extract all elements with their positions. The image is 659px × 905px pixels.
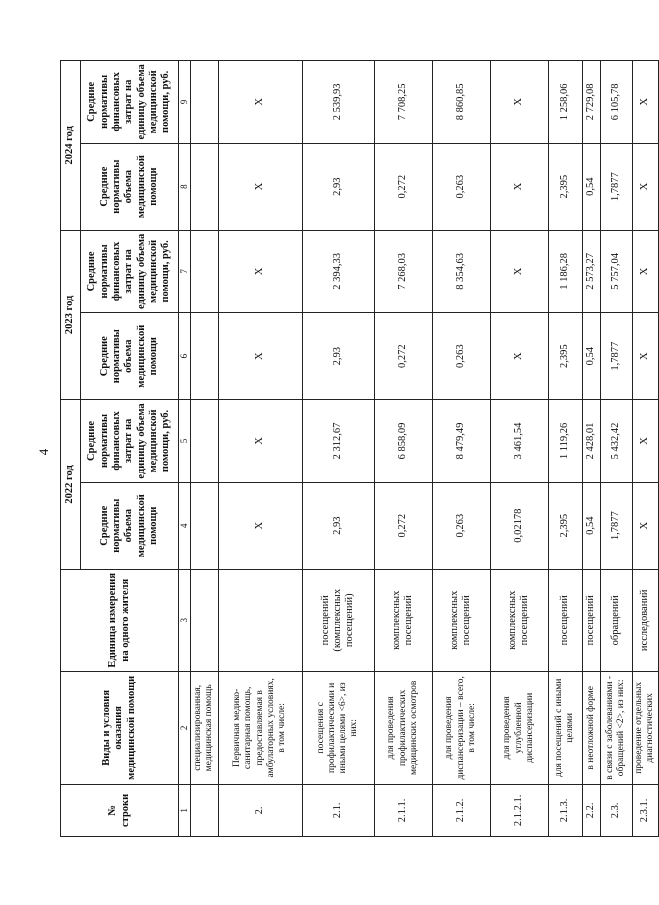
header-year-2024: 2024 год (61, 61, 81, 231)
volume-2024: 0,272 (374, 143, 432, 230)
header-care-type: Виды и условия оказания медицинской помощи (61, 671, 179, 784)
volume-2024: 0,263 (432, 143, 490, 230)
column-number: 4 (179, 482, 191, 569)
row-number: 2.1. (302, 784, 374, 836)
rotated-table-area (60, 60, 656, 837)
unit: посещений (582, 569, 600, 671)
unit: комплексных посещений (490, 569, 548, 671)
row-number: 2.1.2.1. (490, 784, 548, 836)
header-year-2022: 2022 год (61, 400, 81, 570)
column-number: 6 (179, 313, 191, 400)
unit: комплексных посещений (432, 569, 490, 671)
care-type: в связи с заболеваниями - обращений <2>, из них: (600, 671, 632, 784)
cost-2022: 2 312,67 (302, 400, 374, 483)
table-row (582, 61, 600, 837)
header-unit: Единица измерения на одного жителя (61, 569, 179, 671)
volume-2022 (190, 482, 218, 569)
row-number: 2.3.1. (632, 784, 658, 836)
cost-2023: 7 268,03 (374, 230, 432, 313)
volume-2024: 1,7877 (600, 143, 632, 230)
table-row (190, 61, 218, 837)
cost-2022 (190, 400, 218, 483)
page-number: 4 (36, 448, 51, 456)
column-number: 7 (179, 230, 191, 313)
care-type: для проведения профилактических медицинских осмотров (374, 671, 432, 784)
table-row (432, 61, 490, 837)
header-volume-2022: Средние нормативы объема медицинской помощи (81, 482, 179, 569)
volume-2022: 2,395 (548, 482, 582, 569)
volume-2023: 2,395 (548, 313, 582, 400)
row-number: 2.1.2. (432, 784, 490, 836)
table-row (218, 61, 302, 837)
volume-2024 (190, 143, 218, 230)
table-row (374, 61, 432, 837)
volume-2023: 0,54 (582, 313, 600, 400)
cost-2023: 8 354,63 (432, 230, 490, 313)
care-type: специализированная, медицинская помощь (190, 671, 218, 784)
cost-2023: X (490, 230, 548, 313)
volume-2024: X (632, 143, 658, 230)
volume-2023: 1,7877 (600, 313, 632, 400)
volume-2023: X (218, 313, 302, 400)
header-cost-2022: Средние нормативы финансовых затрат на единицу объема медицинской помощи, руб. (81, 400, 179, 483)
volume-2024: X (218, 143, 302, 230)
row-number (190, 784, 218, 836)
cost-2022: X (218, 400, 302, 483)
table-row (600, 61, 632, 837)
table-row (302, 61, 374, 837)
cost-2024: X (490, 61, 548, 144)
cost-2023: 2 573,27 (582, 230, 600, 313)
cost-2024: 7 708,25 (374, 61, 432, 144)
header-row-number: № строки (61, 784, 179, 836)
row-number: 2. (218, 784, 302, 836)
cost-2022: 3 461,54 (490, 400, 548, 483)
column-number: 9 (179, 61, 191, 144)
cost-2023: 1 186,28 (548, 230, 582, 313)
cost-2024: 1 258,06 (548, 61, 582, 144)
cost-2024 (190, 61, 218, 144)
column-number-row (179, 61, 191, 837)
volume-2024: 0,54 (582, 143, 600, 230)
cost-2024: 8 860,85 (432, 61, 490, 144)
cost-2023 (190, 230, 218, 313)
volume-2022: X (632, 482, 658, 569)
care-type: Первичная медико-санитарная помощь, предоставляемая в амбулаторных условиях, в том числе: (218, 671, 302, 784)
cost-2022: 1 119,26 (548, 400, 582, 483)
volume-2022: 0,02178 (490, 482, 548, 569)
table-row (490, 61, 548, 837)
cost-2024: 2 539,93 (302, 61, 374, 144)
unit (190, 569, 218, 671)
cost-2024: X (632, 61, 658, 144)
volume-2023: 0,263 (432, 313, 490, 400)
cost-2023: X (632, 230, 658, 313)
column-number: 5 (179, 400, 191, 483)
volume-2022: 0,54 (582, 482, 600, 569)
care-type: в неотложной форме (582, 671, 600, 784)
column-number: 3 (179, 569, 191, 671)
unit: обращений (600, 569, 632, 671)
cost-2023: 5 757,04 (600, 230, 632, 313)
cost-2022: 6 858,09 (374, 400, 432, 483)
header-cost-2024: Средние нормативы финансовых затрат на единицу объема медицинской помощи, руб. (81, 61, 179, 144)
row-number: 2.2. (582, 784, 600, 836)
unit: посещений (548, 569, 582, 671)
header-year-2023: 2023 год (61, 230, 81, 400)
volume-2022: 0,272 (374, 482, 432, 569)
unit (218, 569, 302, 671)
volume-2022: 1,7877 (600, 482, 632, 569)
care-type: проведение отдельных диагностических (632, 671, 658, 784)
row-number: 2.1.1. (374, 784, 432, 836)
column-number: 2 (179, 671, 191, 784)
unit: посещений (комплексных посещений) (302, 569, 374, 671)
volume-2023: X (490, 313, 548, 400)
care-type: для проведения углубленной диспансеризации (490, 671, 548, 784)
cost-2022: 8 479,49 (432, 400, 490, 483)
care-type: посещения с профилактическими и иными целями <6>, из них: (302, 671, 374, 784)
volume-2024: X (490, 143, 548, 230)
header-volume-2024: Средние нормативы объема медицинской помощи (81, 143, 179, 230)
cost-2022: 2 428,01 (582, 400, 600, 483)
volume-2022: 2,93 (302, 482, 374, 569)
cost-2024: 6 105,78 (600, 61, 632, 144)
table-row (548, 61, 582, 837)
care-type: для посещений с иными целями (548, 671, 582, 784)
volume-2023 (190, 313, 218, 400)
volume-2022: 0,263 (432, 482, 490, 569)
volume-2024: 2,93 (302, 143, 374, 230)
column-number: 8 (179, 143, 191, 230)
unit: комплексных посещений (374, 569, 432, 671)
header-cost-2023: Средние нормативы финансовых затрат на единицу объема медицинской помощи, руб. (81, 230, 179, 313)
cost-2023: 2 394,33 (302, 230, 374, 313)
care-type: для проведения диспансеризации – всего, в том числе: (432, 671, 490, 784)
volume-2022: X (218, 482, 302, 569)
norms-table (60, 60, 659, 837)
volume-2024: 2,395 (548, 143, 582, 230)
header-volume-2023: Средние нормативы объема медицинской помощи (81, 313, 179, 400)
row-number: 2.1.3. (548, 784, 582, 836)
volume-2023: 0,272 (374, 313, 432, 400)
cost-2023: X (218, 230, 302, 313)
volume-2023: X (632, 313, 658, 400)
cost-2024: X (218, 61, 302, 144)
column-number: 1 (179, 784, 191, 836)
cost-2022: 5 432,42 (600, 400, 632, 483)
row-number: 2.3. (600, 784, 632, 836)
cost-2024: 2 729,08 (582, 61, 600, 144)
volume-2023: 2,93 (302, 313, 374, 400)
unit: исследований (632, 569, 658, 671)
cost-2022: X (632, 400, 658, 483)
table-row (632, 61, 658, 837)
